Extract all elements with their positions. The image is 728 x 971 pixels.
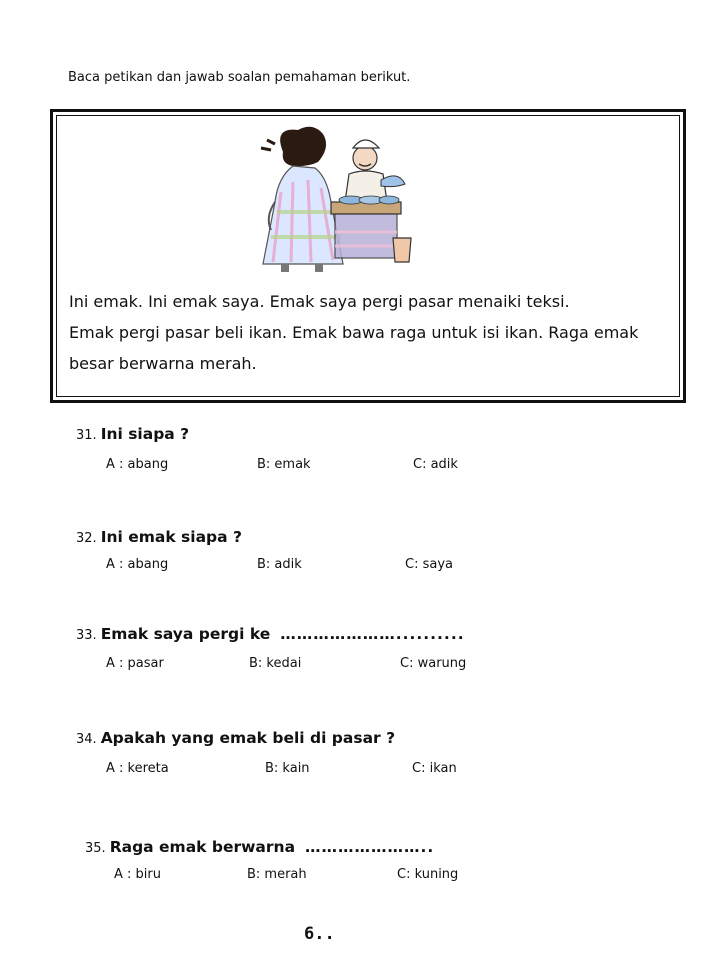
question-34 <box>76 728 395 747</box>
option-a[interactable]: A : kereta <box>106 761 169 776</box>
answer-blank: ………………….......... <box>280 625 465 643</box>
question-text: Apakah yang emak beli di pasar ? <box>100 729 396 747</box>
option-b[interactable]: B: kedai <box>249 656 302 671</box>
option-c[interactable]: C: kuning <box>397 867 459 882</box>
option-b[interactable]: B: emak <box>257 457 311 472</box>
passage-line: Emak pergi pasar beli ikan. Emak bawa raga untuk isi ikan. Raga emak <box>69 323 639 342</box>
option-c[interactable]: C: saya <box>405 557 453 572</box>
question-number: 34. <box>76 732 97 747</box>
page-number: 6.. <box>304 924 335 944</box>
answer-blank: ………………….. <box>305 838 435 856</box>
option-b[interactable]: B: kain <box>265 761 310 776</box>
question-35 <box>85 837 434 856</box>
option-c[interactable]: C: warung <box>400 656 467 671</box>
option-c[interactable]: C: adik <box>413 457 458 472</box>
option-a[interactable]: A : abang <box>106 557 169 572</box>
option-b[interactable]: B: merah <box>247 867 307 882</box>
passage-box <box>50 109 686 403</box>
instruction-text: Baca petikan dan jawab soalan pemahaman berikut. <box>68 70 411 85</box>
question-31 <box>76 424 189 443</box>
question-32 <box>76 527 242 546</box>
question-33 <box>76 624 465 643</box>
question-number: 35. <box>85 841 106 856</box>
question-text: Raga emak berwarna <box>109 838 296 856</box>
question-number: 33. <box>76 628 97 643</box>
option-b[interactable]: B: adik <box>257 557 302 572</box>
passage-line: Ini emak. Ini emak saya. Emak saya pergi pasar menaiki teksi. <box>69 292 570 311</box>
market-illustration <box>253 122 413 274</box>
option-a[interactable]: A : pasar <box>106 656 164 671</box>
passage-line: besar berwarna merah. <box>69 354 257 373</box>
question-text: Ini siapa ? <box>100 425 190 443</box>
option-c[interactable]: C: ikan <box>412 761 457 776</box>
passage-text <box>69 286 638 379</box>
option-a[interactable]: A : biru <box>114 867 161 882</box>
question-number: 31. <box>76 428 97 443</box>
question-number: 32. <box>76 531 97 546</box>
question-text: Ini emak siapa ? <box>100 528 242 546</box>
option-a[interactable]: A : abang <box>106 457 169 472</box>
question-text: Emak saya pergi ke <box>100 625 271 643</box>
